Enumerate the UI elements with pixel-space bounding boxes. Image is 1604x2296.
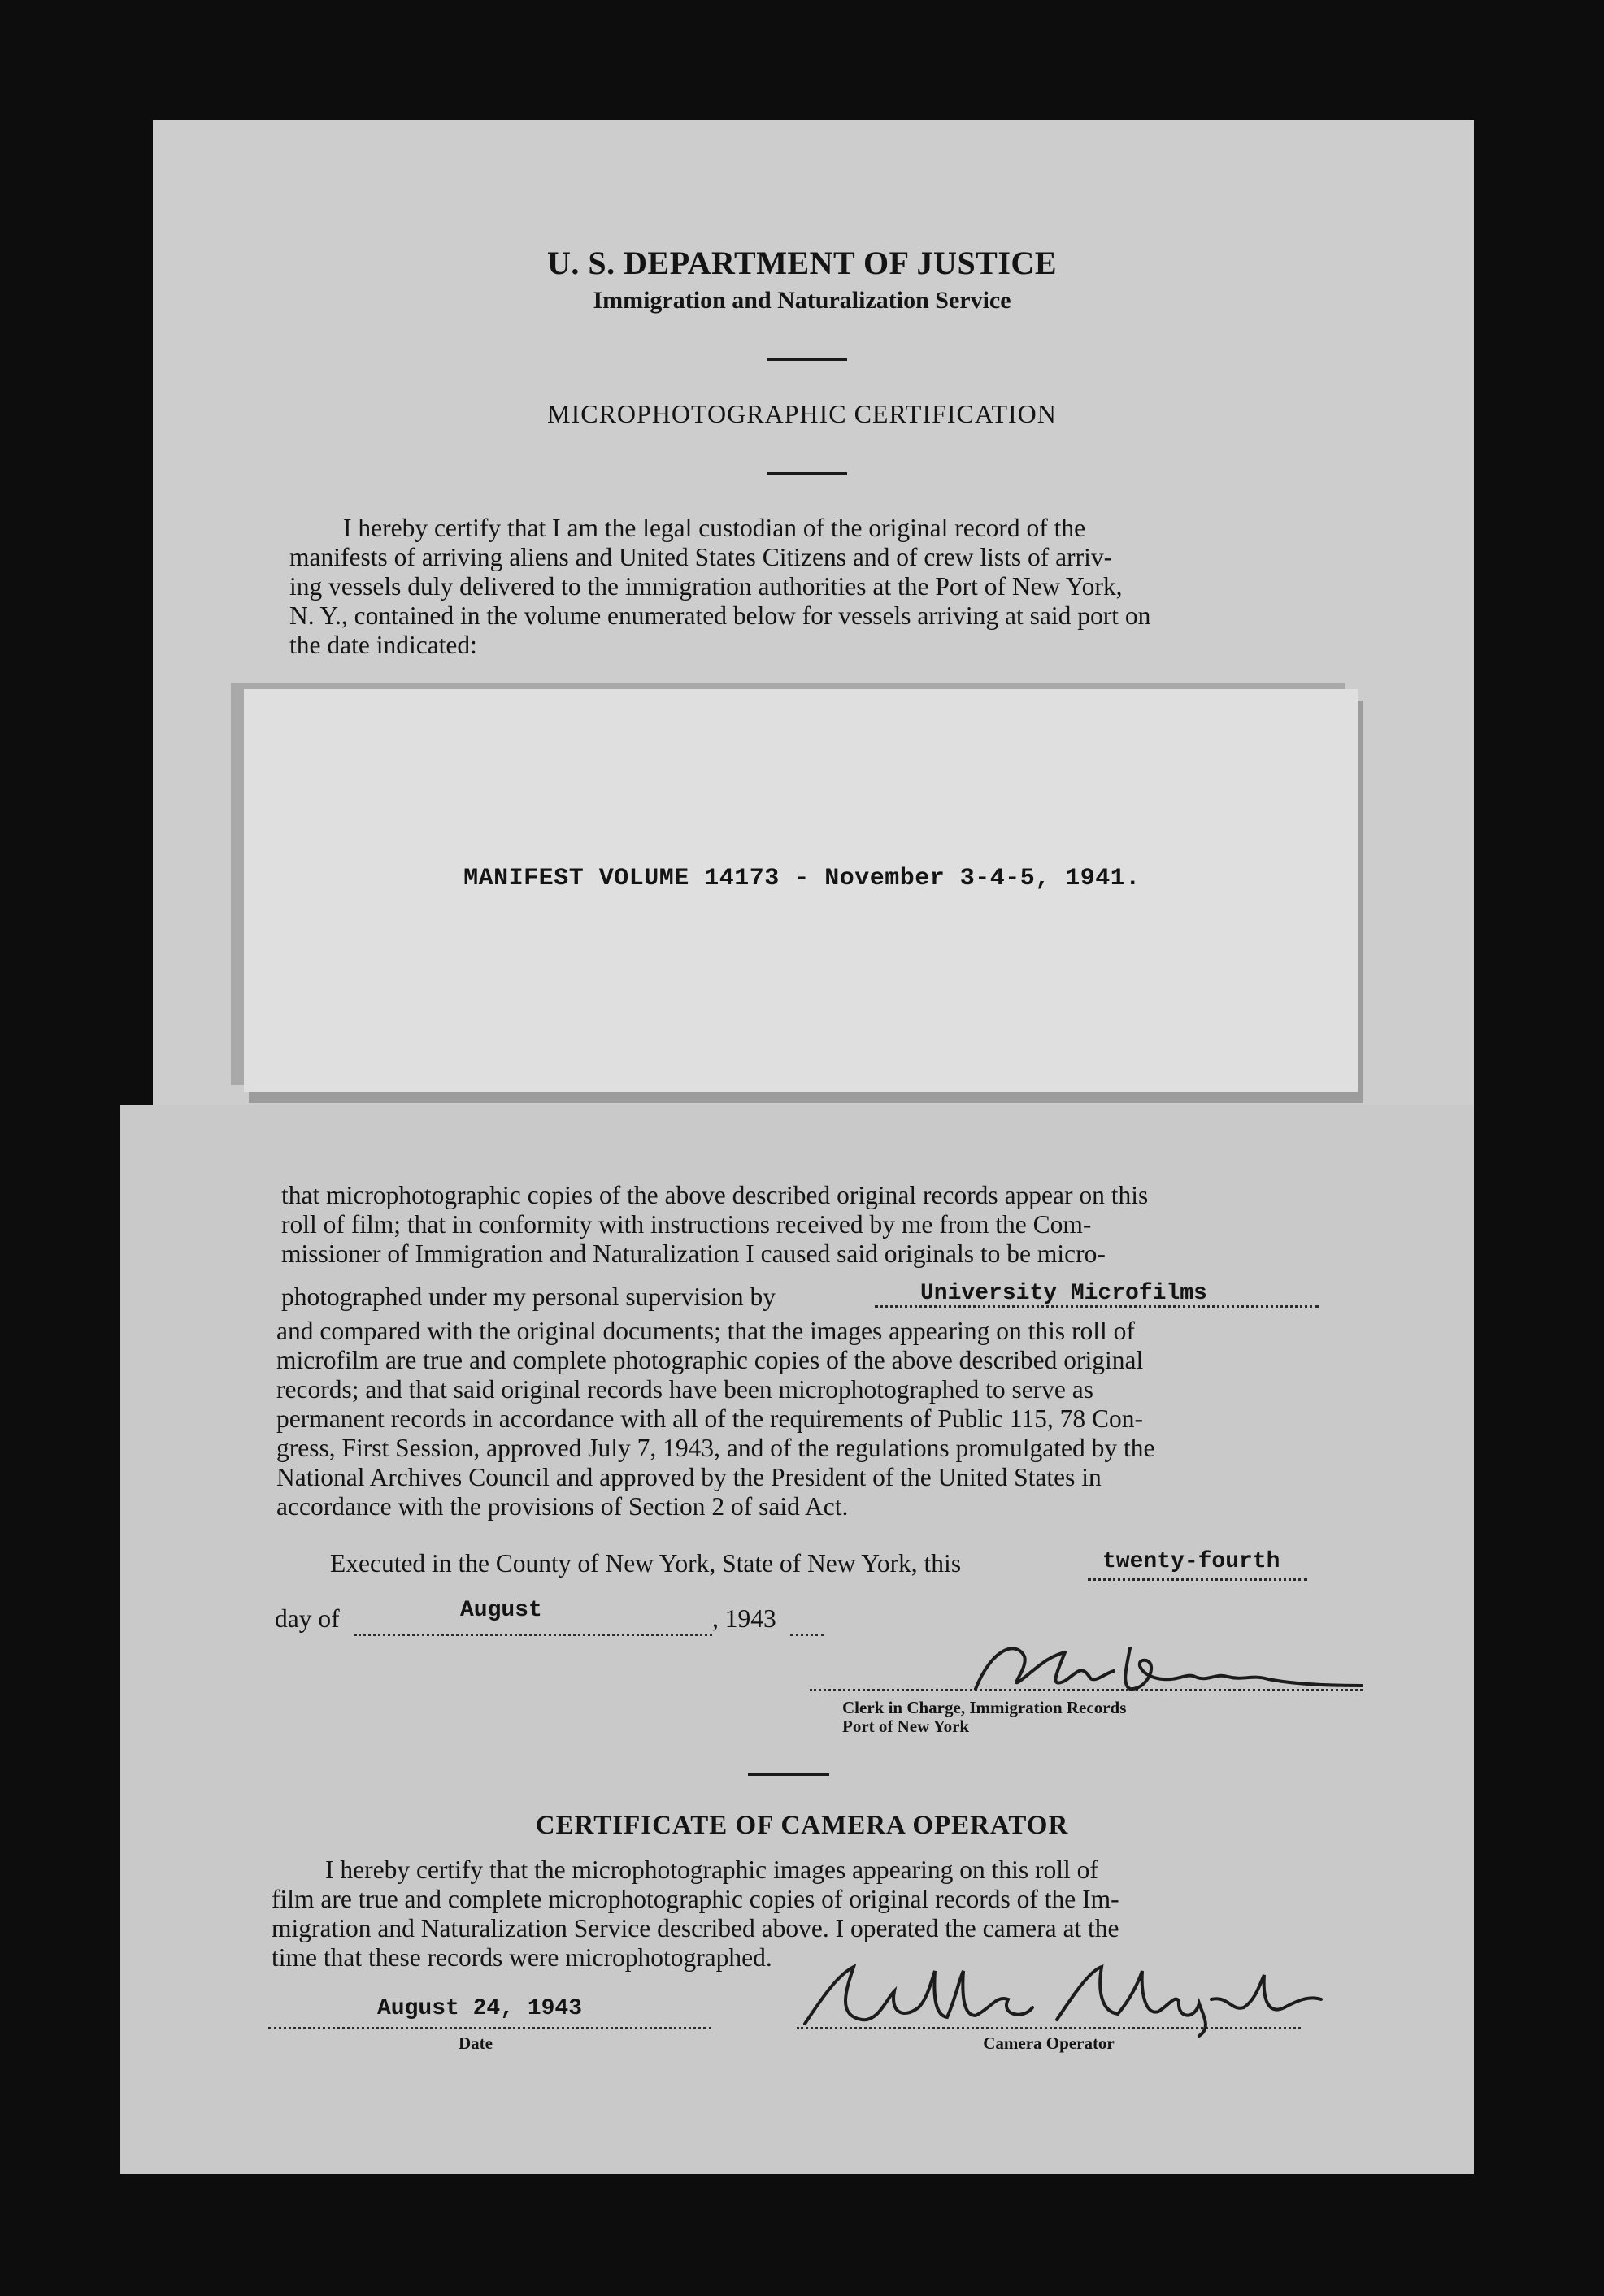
supervision-prefix: photographed under my personal supervision by	[281, 1283, 776, 1311]
intro-line: ing vessels duly delivered to the immigration authorities at the Port of New York,	[289, 572, 1123, 601]
year-fill-line	[790, 1634, 824, 1636]
operator-signature	[789, 1951, 1325, 2040]
camera-line: I hereby certify that the microphotographic images appearing on this roll of	[325, 1855, 1098, 1884]
executed-day: twenty-fourth	[1102, 1549, 1280, 1574]
date-label: Date	[459, 2033, 493, 2053]
day-of-prefix: day of	[275, 1604, 340, 1633]
executed-year: , 1943	[712, 1604, 776, 1633]
intro-line: I hereby certify that I am the legal custodian of the original record of the	[343, 514, 1086, 542]
body-line: gress, First Session, approved July 7, 1943, and of the regulations promulgated by the	[276, 1434, 1155, 1462]
executed-month: August	[460, 1598, 542, 1623]
body-line: that microphotographic copies of the above described original records appear on this	[281, 1181, 1149, 1209]
signer-location: Port of New York	[842, 1717, 970, 1736]
body-line: and compared with the original documents; that the images appearing on this roll of	[276, 1317, 1135, 1345]
camera-line: film are true and complete microphotographic copies of original records of the Im-	[272, 1885, 1119, 1913]
department-heading: U. S. DEPARTMENT OF JUSTICE	[547, 245, 1057, 281]
service-subheading: Immigration and Naturalization Service	[593, 287, 1011, 314]
divider	[767, 358, 847, 361]
month-fill-line	[354, 1634, 712, 1636]
day-fill-line	[1088, 1578, 1307, 1581]
body-line: accordance with the provisions of Section 2 of said Act.	[276, 1492, 849, 1521]
supervisor-name: University Microfilms	[920, 1281, 1207, 1306]
body-line: microfilm are true and complete photographic copies of the above described original	[276, 1346, 1144, 1374]
body-line: roll of film; that in conformity with instructions received by me from the Com-	[281, 1210, 1092, 1239]
camera-date: August 24, 1943	[377, 1996, 583, 2021]
body-line: National Archives Council and approved by the President of the United States in	[276, 1463, 1102, 1491]
body-line: permanent records in accordance with all of the requirements of Public 115, 78 Con-	[276, 1404, 1143, 1433]
body-line: missioner of Immigration and Naturalization I caused said originals to be micro-	[281, 1239, 1106, 1268]
manifest-volume: MANIFEST VOLUME 14173 - November 3-4-5, 1941.	[463, 865, 1141, 892]
intro-line: the date indicated:	[289, 631, 477, 659]
clerk-signature	[943, 1632, 1366, 1705]
intro-line: N. Y., contained in the volume enumerated below for vessels arriving at said port on	[289, 601, 1151, 630]
date-fill-line	[268, 2027, 711, 2029]
divider	[748, 1773, 829, 1776]
operator-label: Camera Operator	[983, 2033, 1115, 2053]
camera-line: time that these records were microphotographed.	[272, 1943, 772, 1972]
intro-line: manifests of arriving aliens and United States Citizens and of crew lists of arriv-	[289, 543, 1113, 571]
certification-title: MICROPHOTOGRAPHIC CERTIFICATION	[547, 399, 1057, 428]
executed-prefix: Executed in the County of New York, State of New York, this	[330, 1549, 962, 1578]
body-line: records; and that said original records have been microphotographed to serve as	[276, 1375, 1094, 1404]
camera-line: migration and Naturalization Service described above. I operated the camera at the	[272, 1914, 1119, 1942]
signer-title: Clerk in Charge, Immigration Records	[842, 1698, 1127, 1717]
camera-certificate-title: CERTIFICATE OF CAMERA OPERATOR	[535, 1811, 1069, 1840]
divider	[767, 472, 847, 475]
